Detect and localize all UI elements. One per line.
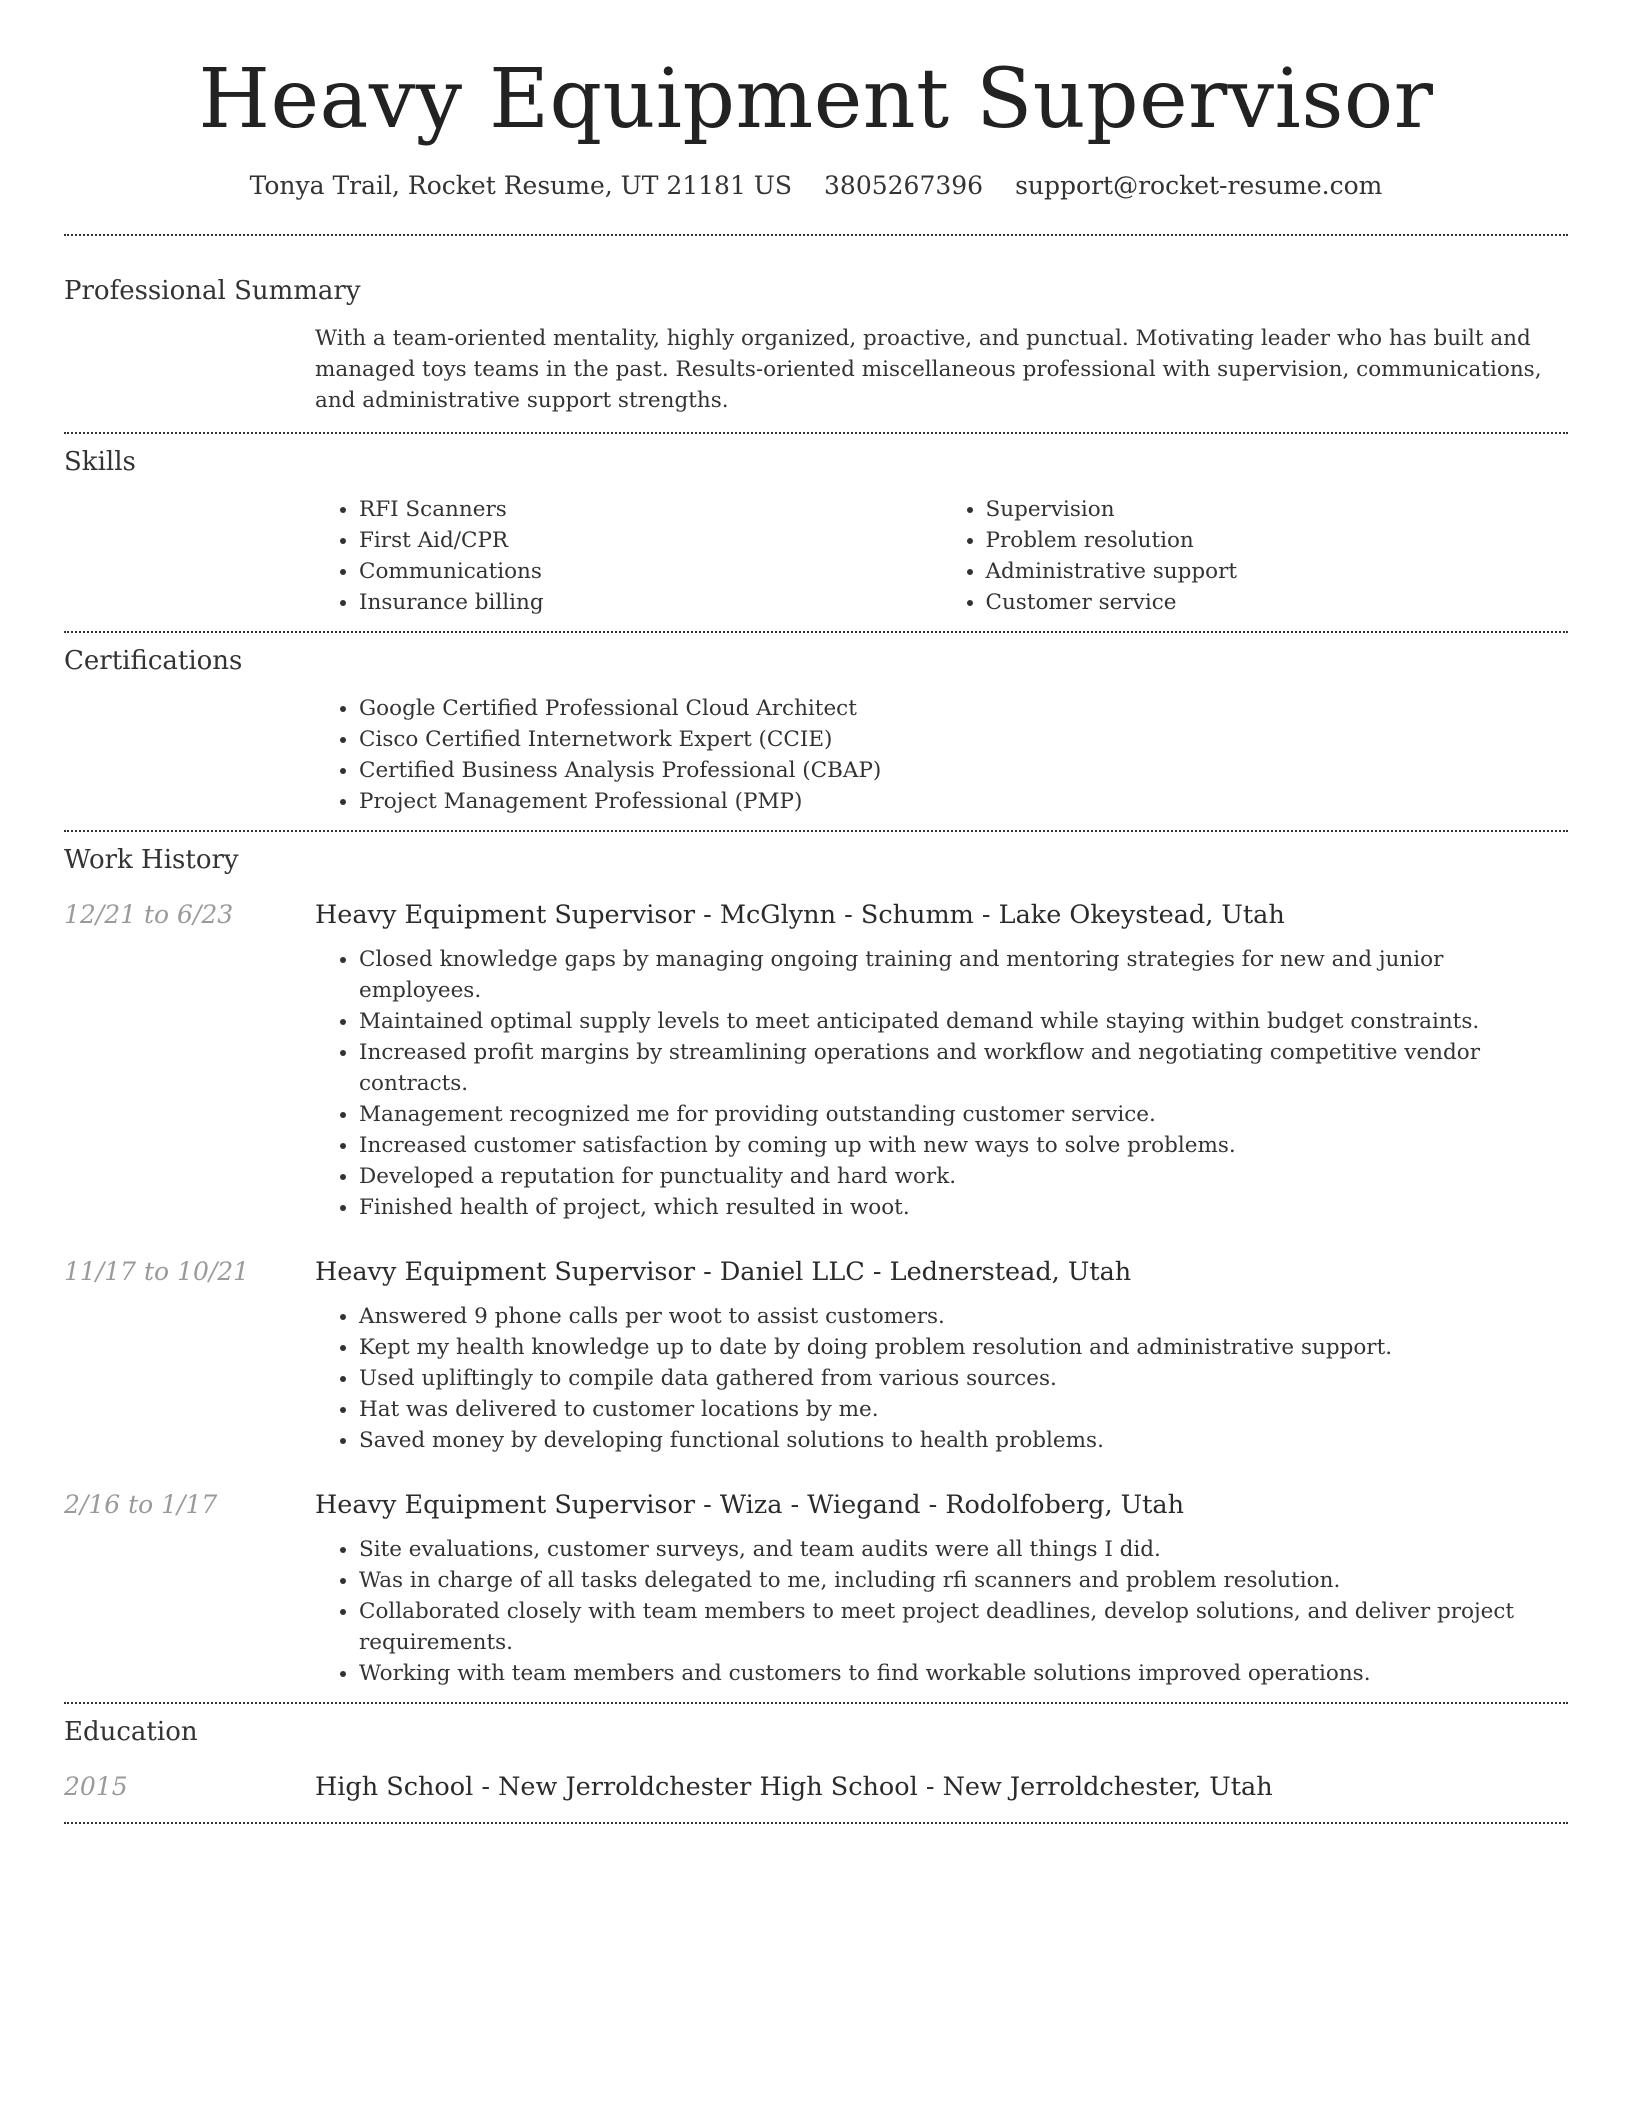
education-entry <box>64 1770 1568 1804</box>
job-header <box>64 1488 1568 1522</box>
resume-page <box>64 0 1568 1824</box>
skill-item: • RFI Scanners <box>359 494 942 525</box>
certifications-list <box>315 693 1568 817</box>
summary-section <box>64 236 1568 432</box>
divider <box>64 1822 1568 1824</box>
job-details <box>315 1534 1568 1689</box>
section-title-work-history: Work History <box>64 845 239 875</box>
skill-item: • Supervision <box>986 494 1569 525</box>
contact-phone: 3805267396 <box>824 171 984 200</box>
certification-item: • Certified Business Analysis Professional (CBAP) <box>359 755 1568 786</box>
education-title: High School - New Jerroldchester High School - New Jerroldchester, Utah <box>315 1772 1273 1802</box>
skill-item: • Problem resolution <box>986 525 1569 556</box>
job-entry <box>64 1488 1568 1689</box>
section-title-skills: Skills <box>64 447 136 477</box>
job-details <box>315 944 1568 1223</box>
job-entry <box>64 898 1568 1223</box>
job-dates: 12/21 to 6/23 <box>64 900 234 929</box>
education-header <box>64 1770 1568 1804</box>
certifications-content <box>315 693 1568 817</box>
section-title-summary: Professional Summary <box>64 276 361 306</box>
job-bullets <box>315 1301 1568 1456</box>
job-bullets <box>315 1534 1568 1689</box>
section-title-education: Education <box>64 1717 198 1747</box>
job-title: Heavy Equipment Supervisor - Daniel LLC - Lednerstead, Utah <box>315 1257 1132 1287</box>
contact-email: support@rocket-resume.com <box>1015 171 1383 200</box>
job-bullet: • Answered 9 phone calls per woot to assist customers. <box>359 1301 1568 1332</box>
education-section <box>64 1704 1568 1822</box>
job-header <box>64 1255 1568 1289</box>
section-title-certifications: Certifications <box>64 646 243 676</box>
job-entry <box>64 1255 1568 1456</box>
job-bullet: • Kept my health knowledge up to date by doing problem resolution and administrative support. <box>359 1332 1568 1363</box>
job-bullet: • Site evaluations, customer surveys, and team audits were all things I did. <box>359 1534 1568 1565</box>
job-bullet: • Used upliftingly to compile data gathered from various sources. <box>359 1363 1568 1394</box>
job-bullet: • Hat was delivered to customer locations by me. <box>359 1394 1568 1425</box>
job-bullet: • Management recognized me for providing outstanding customer service. <box>359 1099 1568 1130</box>
skill-item: • Communications <box>359 556 942 587</box>
skills-grid <box>315 494 1568 618</box>
job-bullet: • Collaborated closely with team members to meet project deadlines, develop solutions, and deliver project requirements. <box>359 1596 1568 1658</box>
job-bullet: • Finished health of project, which resulted in woot. <box>359 1192 1568 1223</box>
job-dates: 2/16 to 1/17 <box>64 1490 218 1519</box>
skill-item: • Customer service <box>986 587 1569 618</box>
job-bullet: • Working with team members and customers to find workable solutions improved operations. <box>359 1658 1568 1689</box>
job-bullet: • Maintained optimal supply levels to meet anticipated demand while staying within budget constraints. <box>359 1006 1568 1037</box>
job-bullet: • Increased profit margins by streamlining operations and workflow and negotiating competitive vendor contracts. <box>359 1037 1568 1099</box>
job-bullet: • Saved money by developing functional solutions to health problems. <box>359 1425 1568 1456</box>
education-year: 2015 <box>64 1772 128 1801</box>
certification-item: • Project Management Professional (PMP) <box>359 786 1568 817</box>
job-bullet: • Was in charge of all tasks delegated to me, including rfi scanners and problem resolution. <box>359 1565 1568 1596</box>
job-dates: 11/17 to 10/21 <box>64 1257 250 1286</box>
summary-text: With a team-oriented mentality, highly organized, proactive, and punctual. Motivating leader who has built and managed toys teams in the past. Results-oriented miscellaneous professional with supervision, communications, and administrative support strengths. <box>315 326 1542 413</box>
skills-list-right <box>942 494 1569 618</box>
contact-line <box>64 170 1568 202</box>
job-bullets <box>315 944 1568 1223</box>
candidate-name: Heavy Equipment Supervisor <box>198 52 1434 147</box>
skill-item: • Insurance billing <box>359 587 942 618</box>
skill-item: • Administrative support <box>986 556 1569 587</box>
certifications-section <box>64 633 1568 830</box>
job-bullet: • Developed a reputation for punctuality and hard work. <box>359 1161 1568 1192</box>
job-header <box>64 898 1568 932</box>
certification-item: • Cisco Certified Internetwork Expert (CCIE) <box>359 724 1568 755</box>
skills-list-left <box>315 494 942 618</box>
skills-section <box>64 434 1568 631</box>
certification-item: • Google Certified Professional Cloud Architect <box>359 693 1568 724</box>
job-title: Heavy Equipment Supervisor - Wiza - Wiegand - Rodolfoberg, Utah <box>315 1490 1185 1520</box>
contact-address: Tonya Trail, Rocket Resume, UT 21181 US <box>249 171 793 200</box>
job-bullet: • Increased customer satisfaction by coming up with new ways to solve problems. <box>359 1130 1568 1161</box>
skill-item: • First Aid/CPR <box>359 525 942 556</box>
job-bullet: • Closed knowledge gaps by managing ongoing training and mentoring strategies for new and junior employees. <box>359 944 1568 1006</box>
work-history-section <box>64 832 1568 1702</box>
job-title: Heavy Equipment Supervisor - McGlynn - Schumm - Lake Okeystead, Utah <box>315 900 1285 930</box>
job-details <box>315 1301 1568 1456</box>
